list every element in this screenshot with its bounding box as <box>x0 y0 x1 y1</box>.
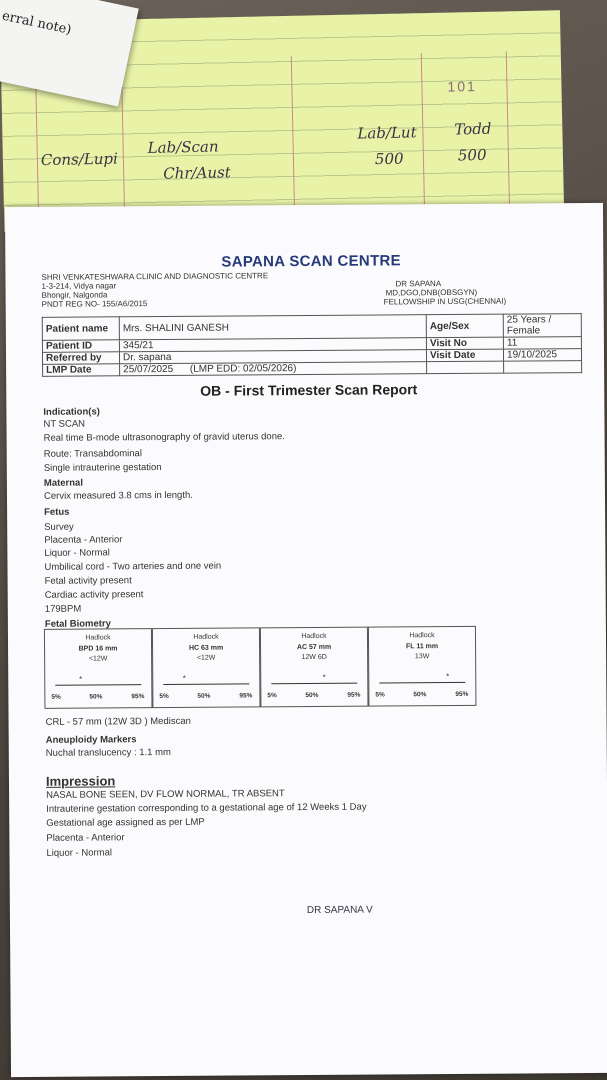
impression-line: Intrauterine gestation corresponding to a gestational age of 12 Weeks 1 Day <box>46 801 367 815</box>
visit-date-label: Visit Date <box>426 349 503 362</box>
biometry-age: 12W 6D <box>301 653 327 662</box>
lmp-date-label: LMP Date <box>43 364 120 377</box>
percentile-label: 50% <box>305 691 319 700</box>
percentile-label: 5% <box>51 693 61 701</box>
ledger-column-line <box>506 51 511 221</box>
clinic-address-2: Bhongir, Nalgonda <box>41 290 108 300</box>
patient-name: Mrs. SHALINI GANESH <box>119 315 426 340</box>
percentile-label: 5% <box>159 692 169 701</box>
route-text: Route: Transabdominal <box>43 448 142 460</box>
realtime-text: Real time B-mode ultrasonography of gravid uterus done. <box>43 431 285 444</box>
percentile-axis <box>271 683 357 685</box>
gestation-text: Single intrauterine gestation <box>43 462 162 474</box>
handwriting: Cons/Lupi <box>40 149 119 170</box>
liquor-text: Liquor - Normal <box>44 547 110 559</box>
percentile-label: 95% <box>347 691 361 699</box>
biometry-reference: Hadlock <box>193 633 219 641</box>
biometry-box-ac <box>260 627 369 708</box>
referral-note-text: erral note) <box>0 8 73 38</box>
indication-heading: Indication(s) <box>43 406 100 418</box>
impression-line: NASAL BONE SEEN, DV FLOW NORMAL, TR ABSENT <box>46 788 285 801</box>
patient-id: 345/21 <box>119 338 426 352</box>
fetus-heading: Fetus <box>44 506 70 518</box>
ledger-column-line <box>421 53 426 223</box>
survey-heading: Survey <box>44 521 74 533</box>
biometry-measure: HC 63 mm <box>188 644 224 652</box>
scan-report-sheet <box>5 203 607 1077</box>
clinic-address-1: 1-3-214, Vidya nagar <box>41 281 117 291</box>
percentile-label: 50% <box>197 692 211 700</box>
patient-id-label: Patient ID <box>42 340 119 353</box>
lmp-date: 25/07/2025 <box>123 363 174 376</box>
aneuploidy-heading: Aneuploidy Markers <box>45 734 137 746</box>
impression-line: Placenta - Anterior <box>46 832 125 844</box>
ledger-page-number: 101 <box>447 78 477 95</box>
pndt-reg-no: PNDT REG NO- 155/A6/2015 <box>41 299 148 309</box>
ledger-column-line <box>291 56 296 226</box>
handwriting: Todd <box>454 119 492 139</box>
handwriting: 500 <box>374 149 404 169</box>
biometry-age: 13W <box>414 653 430 661</box>
percentile-label: 5% <box>267 692 277 700</box>
visit-no: 11 <box>503 337 581 350</box>
age-sex-label: Age/Sex <box>426 314 503 338</box>
lmp-cell <box>120 362 427 376</box>
referred-by: Dr. sapana <box>119 350 426 364</box>
doctor-qualification: MD,DGO,DNB(OBSGYN) <box>385 287 478 298</box>
impression-heading: Impression <box>45 773 116 789</box>
percentile-label: 95% <box>455 690 469 698</box>
fetal-activity-text: Fetal activity present <box>44 575 132 587</box>
fetal-biometry-charts <box>44 626 475 709</box>
percentile-marker: * <box>322 672 326 682</box>
empty-cell <box>504 361 582 374</box>
percentile-marker: * <box>182 673 186 683</box>
doctor-fellowship: FELLOWSHIP IN USG(CHENNAI) <box>383 296 507 307</box>
biometry-reference: Hadlock <box>301 632 327 641</box>
percentile-label: 95% <box>239 692 253 700</box>
impression-line: Liquor - Normal <box>46 847 112 859</box>
percentile-axis <box>379 682 465 684</box>
biometry-reference: Hadlock <box>85 634 111 642</box>
biometry-box-fl <box>368 626 477 707</box>
age-sex: 25 Years / Female <box>503 314 581 338</box>
doctor-name: DR SAPANA <box>395 279 442 289</box>
maternal-heading: Maternal <box>43 477 84 489</box>
placenta-text: Placenta - Anterior <box>44 534 123 546</box>
patient-info-table <box>42 313 582 377</box>
biometry-age: <12W <box>88 655 108 663</box>
percentile-marker: * <box>446 672 450 682</box>
lmp-edd: (LMP EDD: 02/05/2026) <box>189 363 297 375</box>
empty-cell <box>427 361 504 374</box>
percentile-axis <box>55 684 141 686</box>
nuchal-translucency-text: Nuchal translucency : 1.1 mm <box>45 746 171 759</box>
biometry-measure: FL 11 mm <box>405 643 439 651</box>
biometry-measure: BPD 16 mm <box>78 645 118 653</box>
percentile-label: 50% <box>89 693 103 701</box>
handwriting: 500 <box>457 145 487 165</box>
report-title: OB - First Trimester Scan Report <box>200 381 418 399</box>
clinic-name: SAPANA SCAN CENTRE <box>221 252 401 271</box>
handwriting: Lab/Lut <box>357 123 417 143</box>
impression-line: Gestational age assigned as per LMP <box>46 816 205 829</box>
percentile-marker: * <box>79 674 83 684</box>
handwriting: Chr/Aust <box>163 163 231 183</box>
patient-name-label: Patient name <box>42 317 119 341</box>
crl-text: CRL - 57 mm (12W 3D ) Mediscan <box>45 715 191 728</box>
biometry-age: <12W <box>196 654 216 662</box>
umbilical-cord-text: Umbilical cord - Two arteries and one vein <box>44 560 222 573</box>
clinic-subtitle: SHRI VENKATESHWARA CLINIC AND DIAGNOSTIC CENTRE <box>41 271 269 282</box>
percentile-label: 50% <box>413 691 427 699</box>
visit-no-label: Visit No <box>426 337 503 350</box>
visit-date: 19/10/2025 <box>503 349 581 362</box>
handwriting: Lab/Scan <box>147 137 219 157</box>
biometry-box-hc <box>152 627 261 708</box>
percentile-label: 95% <box>131 693 145 701</box>
percentile-label: 5% <box>375 691 385 699</box>
percentile-axis <box>163 683 249 685</box>
referred-by-label: Referred by <box>42 352 119 365</box>
biometry-reference: Hadlock <box>409 632 435 640</box>
cervix-text: Cervix measured 3.8 cms in length. <box>43 489 193 502</box>
heart-rate-text: 179BPM <box>44 603 82 615</box>
indication-value: NT SCAN <box>43 418 86 430</box>
doctor-signature-name: DR SAPANA V <box>306 904 373 917</box>
cardiac-activity-text: Cardiac activity present <box>44 589 144 601</box>
biometry-measure: AC 57 mm <box>296 643 332 652</box>
fetal-biometry-heading: Fetal Biometry <box>44 618 111 630</box>
biometry-box-bpd <box>44 628 153 709</box>
